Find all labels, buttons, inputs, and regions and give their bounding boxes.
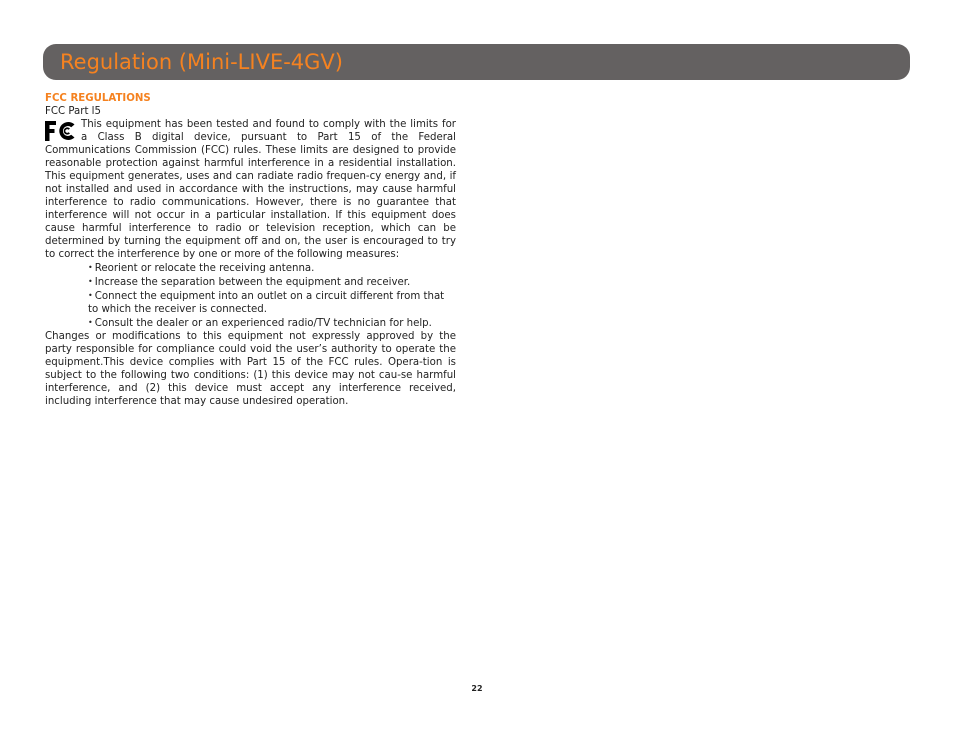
list-item — [88, 261, 456, 275]
measures-list — [45, 261, 456, 330]
section-heading: FCC REGULATIONS — [45, 93, 151, 104]
list-item-text: Consult the dealer or an experienced radio/TV technician for help. — [94, 318, 432, 329]
list-item — [88, 316, 456, 330]
fcc-statement-paragraph: This equipment has been tested and found to comply with the limits for a Class B digital device, pursuant to Part 15 of the Federal Communications Commission (FCC) rules. These limits are designed to provide reasonable protection against harmful interference in a residential installation. This equipment generates, uses and can radiate radio frequen-cy energy and, if not installed and used in accordance with the instructions, may cause harmful interference to radio communications. However, there is no guarantee that interference will not occur in a particular installation. If this equipment does cause harmful interference to radio or television reception, which can be determined by turning the equipment off and on, the user is encouraged to try to correct the interference by one or more of the following measures: — [45, 119, 456, 260]
fcc-logo-icon — [44, 120, 77, 142]
list-item — [88, 275, 456, 289]
bullet-icon: • — [88, 318, 93, 327]
header-bar — [43, 44, 910, 80]
page-number: 22 — [471, 684, 483, 693]
bullet-icon: • — [88, 277, 93, 286]
fcc-section — [45, 92, 456, 408]
list-item-text: Increase the separation between the equipment and receiver. — [94, 277, 411, 288]
bullet-icon: • — [88, 291, 93, 300]
list-item-text: Reorient or relocate the receiving antenna. — [94, 263, 315, 274]
list-item — [88, 289, 448, 316]
section-subheading: FCC Part l5 — [45, 106, 101, 117]
list-item-text: Connect the equipment into an outlet on a circuit different from that to which the receiver is connected. — [88, 291, 445, 315]
page-title: Regulation (Mini-LIVE-4GV) — [60, 50, 343, 74]
compliance-paragraph: Changes or modifications to this equipment not expressly approved by the party responsible for compliance could void the user’s authority to operate the equipment.This device complies with Part 15 of the FCC rules. Opera-tion is subject to the following two conditions: (1) this device may not cau-se harmful interference, and (2) this device must accept any interference received, including interference that may cause undesired operation. — [45, 331, 456, 407]
bullet-icon: • — [88, 263, 93, 272]
